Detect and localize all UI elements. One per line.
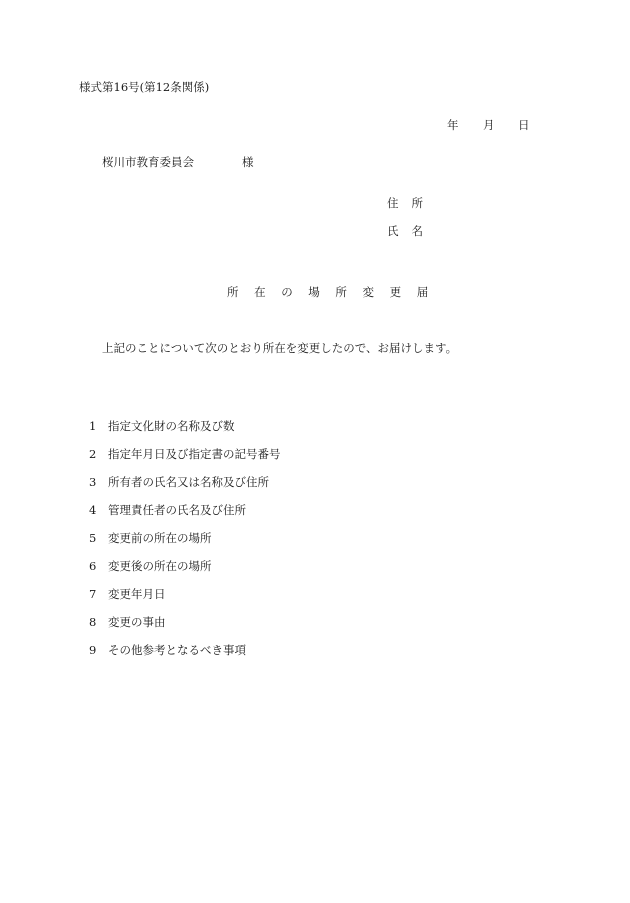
- date-month-label: 月: [483, 118, 495, 132]
- form-number: 様式第16号(第12条関係): [79, 80, 210, 94]
- addressee: [102, 157, 262, 171]
- item-text: 指定文化財の名称及び数: [108, 419, 235, 433]
- applicant-address-label: 住所: [387, 196, 436, 210]
- addressee-honorific: 様: [242, 155, 254, 169]
- item-number: 8: [89, 615, 97, 629]
- item-text: 指定年月日及び指定書の記号番号: [108, 447, 281, 461]
- addressee-name: 桜川市教育委員会: [102, 155, 194, 169]
- item-text: 変更後の所在の場所: [108, 559, 212, 573]
- item-number: 7: [89, 587, 97, 601]
- applicant-name-label: 氏名: [387, 224, 436, 238]
- list-item: [89, 561, 281, 589]
- item-number: 5: [89, 531, 97, 545]
- item-number: 6: [89, 559, 97, 573]
- item-text: 変更前の所在の場所: [108, 531, 212, 545]
- list-item: [89, 505, 281, 533]
- body-text: 上記のことについて次のとおり所在を変更したので、お届けします。: [102, 341, 458, 355]
- list-item: [89, 645, 281, 673]
- item-number: 2: [89, 447, 97, 461]
- list-item: [89, 533, 281, 561]
- item-number: 3: [89, 475, 97, 489]
- document-title: 所在の場所変更届: [227, 285, 444, 299]
- item-list: [89, 421, 281, 673]
- item-number: 1: [89, 419, 97, 433]
- item-number: 9: [89, 643, 97, 657]
- list-item: [89, 421, 281, 449]
- date-line: [447, 120, 537, 134]
- item-text: 変更年月日: [108, 587, 166, 601]
- item-text: 管理責任者の氏名及び住所: [108, 503, 246, 517]
- list-item: [89, 449, 281, 477]
- item-number: 4: [89, 503, 97, 517]
- date-year-label: 年: [447, 118, 459, 132]
- date-day-label: 日: [518, 118, 530, 132]
- list-item: [89, 477, 281, 505]
- list-item: [89, 589, 281, 617]
- list-item: [89, 617, 281, 645]
- item-text: 変更の事由: [108, 615, 166, 629]
- item-text: 所有者の氏名又は名称及び住所: [108, 475, 269, 489]
- item-text: その他参考となるべき事項: [108, 643, 246, 657]
